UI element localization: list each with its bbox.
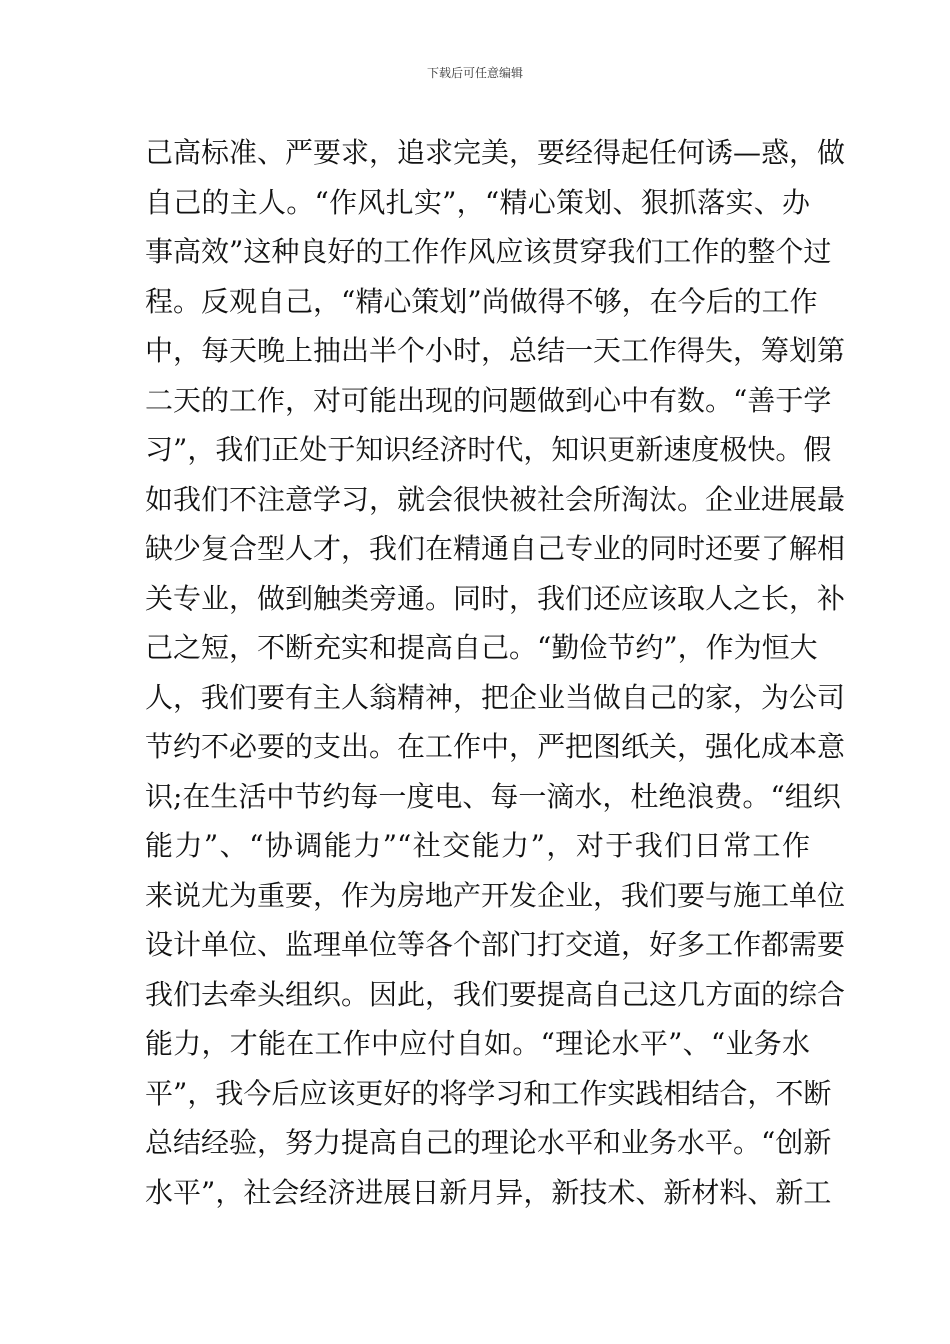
text-line-14: 识;在生活中节约每一度电、每一滴水，杜绝浪费。“组织 bbox=[145, 779, 841, 813]
page-header-note: 下载后可任意编辑 bbox=[426, 66, 523, 80]
text-line-22: 水平”，社会经济进展日新月异，新技术、新材料、新工 bbox=[145, 1175, 832, 1209]
text-line-8: 如我们不注意学习，就会很快被社会所淘汰。企业进展最 bbox=[145, 482, 846, 516]
body-text bbox=[145, 128, 846, 1217]
text-line-18: 我们去牵头组织。因此，我们要提高自己这几方面的综合 bbox=[145, 977, 846, 1011]
text-line-10: 关专业，做到触类旁通。同时，我们还应该取人之长，补 bbox=[145, 581, 846, 615]
text-line-5: 中，每天晚上抽出半个小时，总结一天工作得失，筹划第 bbox=[145, 334, 846, 367]
text-line-16: 来说尤为重要，作为房地产开发企业，我们要与施工单位 bbox=[145, 878, 846, 912]
text-line-17: 设计单位、监理单位等各个部门打交道，好多工作都需要 bbox=[145, 928, 846, 961]
text-line-19: 能力，才能在工作中应付自如。“理论水平”、“业务水 bbox=[145, 1027, 810, 1060]
text-line-2: 自己的主人。“作风扎实”，“精心策划、狠抓落实、办 bbox=[145, 185, 810, 219]
text-line-9: 缺少复合型人才，我们在精通自己专业的同时还要了解相 bbox=[145, 532, 846, 565]
text-line-15: 能力”、“协调能力”“社交能力”，对于我们日常工作 bbox=[145, 829, 810, 862]
text-line-21: 总结经验，努力提高自己的理论水平和业务水平。“创新 bbox=[145, 1126, 832, 1159]
text-line-12: 人，我们要有主人翁精神，把企业当做自己的家，为公司 bbox=[145, 680, 846, 714]
text-line-4: 程。反观自己，“精心策划”尚做得不够，在今后的工作 bbox=[145, 284, 818, 318]
text-line-13: 节约不必要的支出。在工作中，严把图纸关，强化成本意 bbox=[145, 730, 846, 763]
text-line-11: 己之短，不断充实和提高自己。“勤俭节约”，作为恒大 bbox=[145, 631, 818, 664]
text-line-1: 己高标准、严要求，追求完美，要经得起任何诱—惑，做 bbox=[145, 136, 846, 169]
text-line-3: 事高效”这种良好的工作作风应该贯穿我们工作的整个过 bbox=[145, 235, 832, 268]
text-line-20: 平”，我今后应该更好的将学习和工作实践相结合，不断 bbox=[145, 1076, 832, 1110]
text-line-6: 二天的工作，对可能出现的问题做到心中有数。“善于学 bbox=[145, 383, 832, 417]
text-line-7: 习”，我们正处于知识经济时代，知识更新速度极快。假 bbox=[145, 433, 832, 466]
